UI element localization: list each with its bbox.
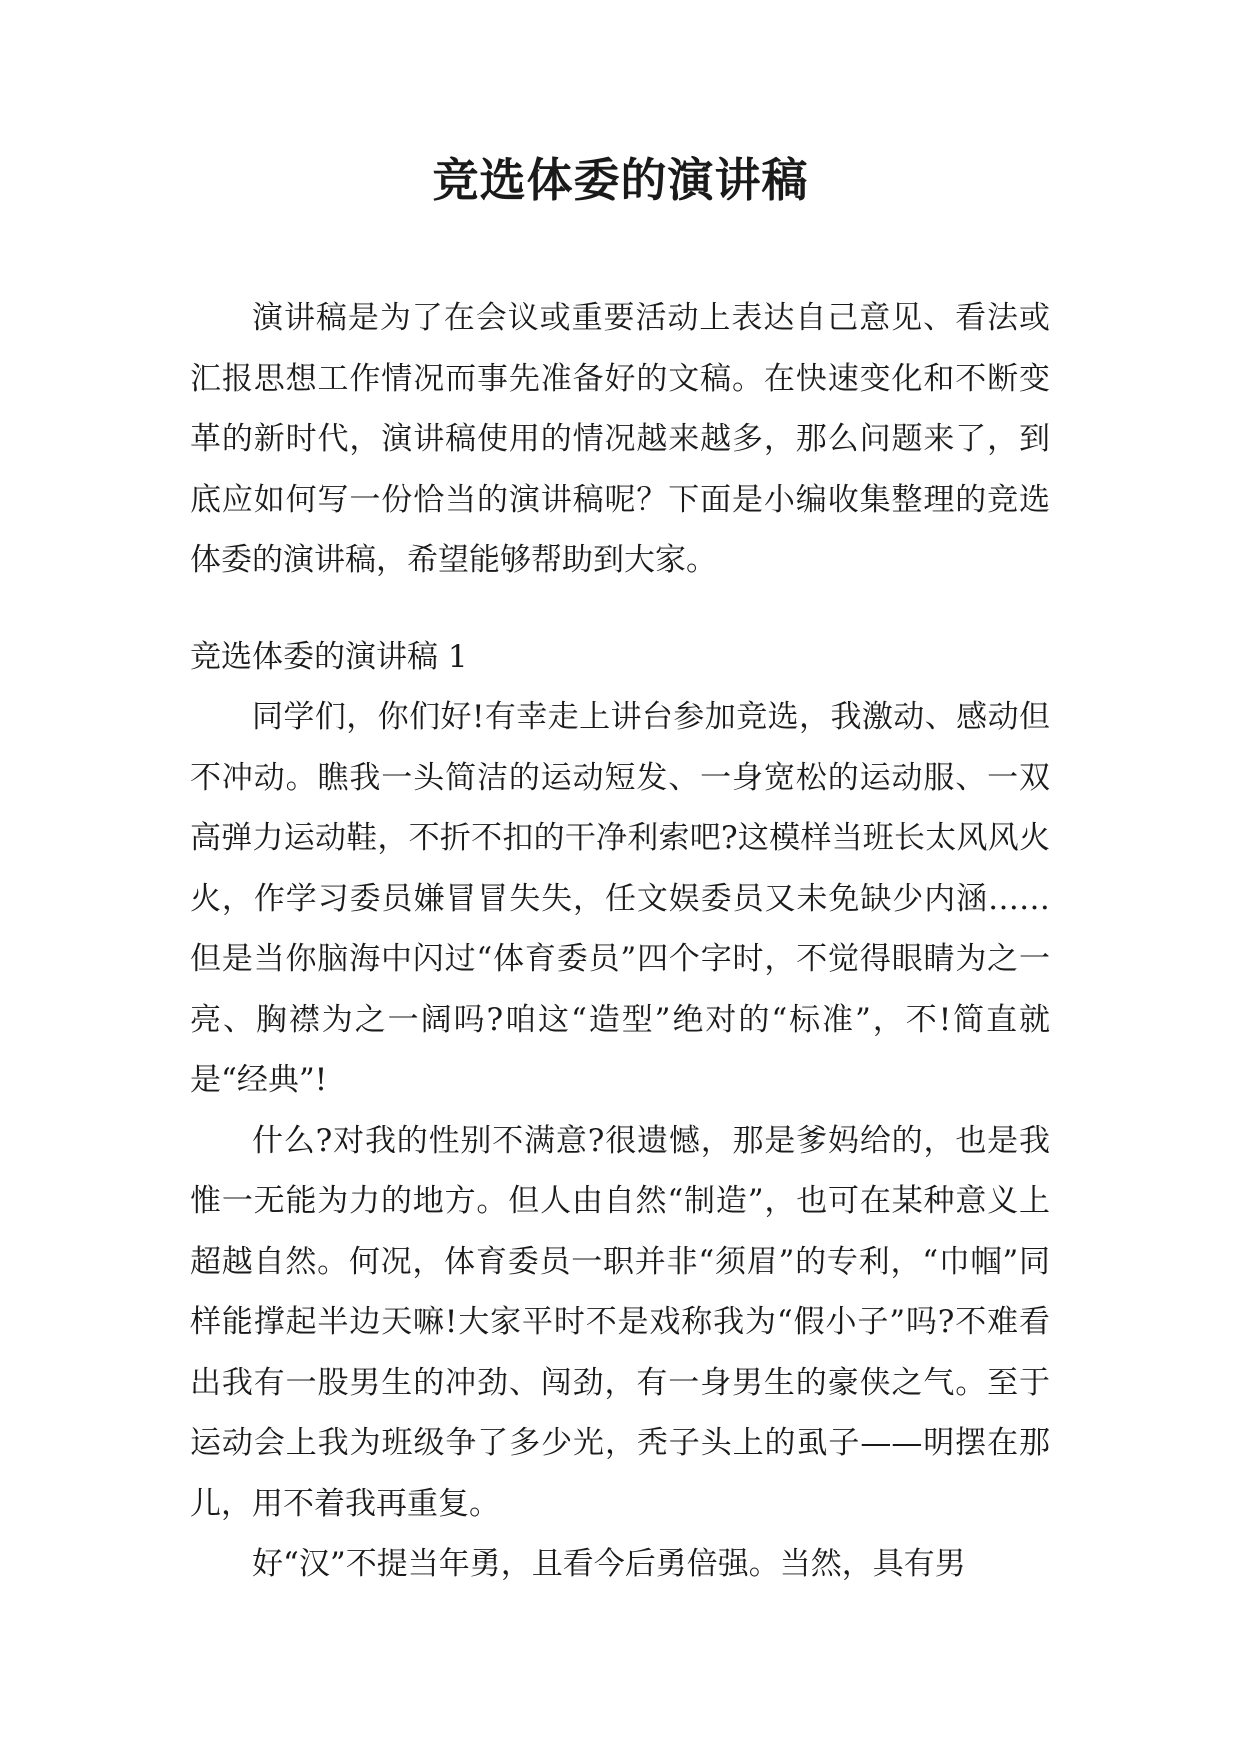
section-heading: 竞选体委的演讲稿 1 xyxy=(190,638,468,675)
intro-paragraph: 演讲稿是为了在会议或重要活动上表达自己意见、看法或汇报思想工作情况而事先准备好的文稿。在快速变化和不断变革的新时代，演讲稿使用的情况越来越多，那么问题来了，到底应如何写一份恰当的演讲稿呢？下面是小编收集整理的竞选体委的演讲稿，希望能够帮助到大家。 xyxy=(190,300,1050,578)
body-paragraph-1: 同学们，你们好!有幸走上讲台参加竞选，我激动、感动但不冲动。瞧我一头简洁的运动短发、一身宽松的运动服、一双高弹力运动鞋，不折不扣的干净利索吧?这模样当班长太风风火火，作学习委员嫌冒冒失失，任文娱委员又未免缺少内涵……但是当你脑海中闪过“体育委员”四个字时，不觉得眼睛为之一亮、胸襟为之一阔吗?咱这“造型”绝对的“标准”，不!简直就是“经典”! xyxy=(190,699,1050,1098)
body-paragraph-3: 好“汉”不提当年勇，且看今后勇倍强。当然，具有男 xyxy=(252,1546,966,1582)
document-body xyxy=(190,288,1050,1595)
section-spacer xyxy=(190,591,1050,627)
document-title: 竞选体委的演讲稿 xyxy=(432,153,809,207)
body-paragraph-2: 什么?对我的性别不满意?很遗憾，那是爹妈给的，也是我惟一无能为力的地方。但人由自然“制造”，也可在某种意义上超越自然。何况，体育委员一职并非“须眉”的专利，“巾帼”同样能撑起半边天嘛!大家平时不是戏称我为“假小子”吗?不难看出我有一股男生的冲劲、闯劲，有一身男生的豪侠之气。至于运动会上我为班级争了多少光，秃子头上的虱子——明摆在那儿，用不着我再重复。 xyxy=(190,1122,1050,1522)
